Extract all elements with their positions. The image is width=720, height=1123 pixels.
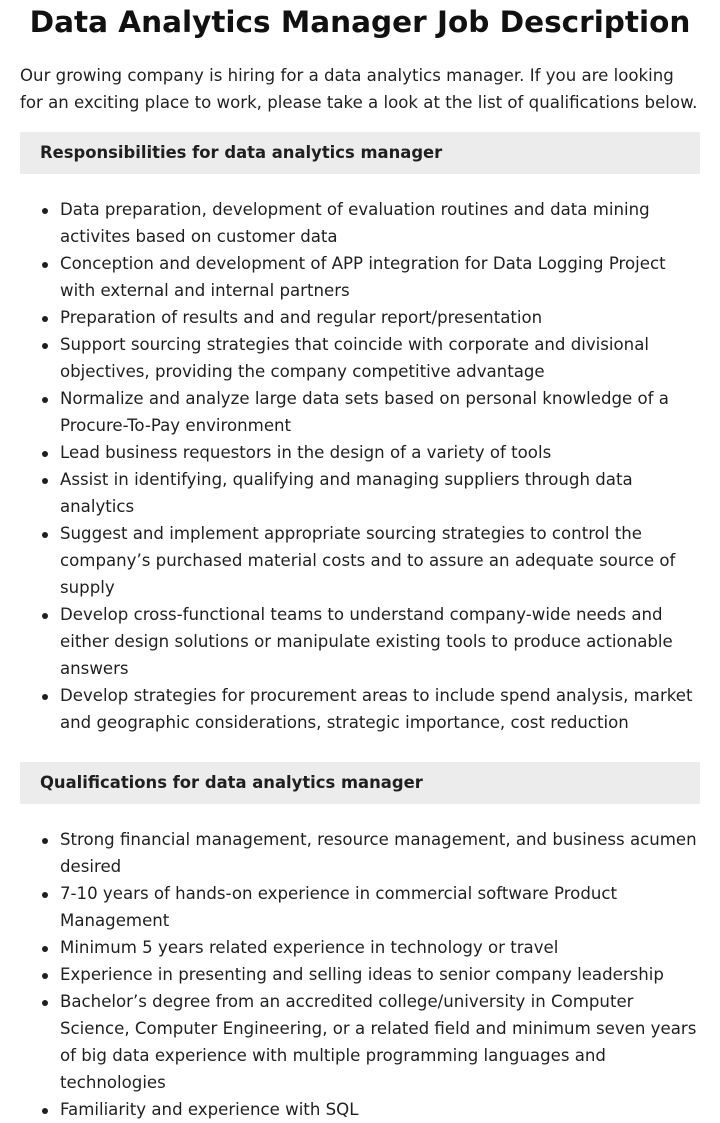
qualifications-list xyxy=(20,826,700,1123)
page-title: Data Analytics Manager Job Description xyxy=(29,5,691,39)
list-item: Conception and development of APP integration for Data Logging Project with external and internal partners xyxy=(20,250,700,304)
list-item: Bachelor’s degree from an accredited college/university in Computer Science, Computer Engineering, or a related field and minimum seven years of big data experience with multiple programming languages and technologies xyxy=(20,988,700,1096)
list-item: Develop cross-functional teams to understand company-wide needs and either design solutions or manipulate existing tools to produce actionable answers xyxy=(20,601,700,682)
list-item: Lead business requestors in the design of a variety of tools xyxy=(20,439,700,466)
list-item: Experience in presenting and selling ideas to senior company leadership xyxy=(20,961,700,988)
responsibilities-list xyxy=(20,196,700,736)
list-item: Develop strategies for procurement areas to include spend analysis, market and geographic considerations, strategic importance, cost reduction xyxy=(20,682,700,736)
list-item: 7-10 years of hands-on experience in commercial software Product Management xyxy=(20,880,700,934)
intro-paragraph: Our growing company is hiring for a data analytics manager. If you are looking for an exciting place to work, please take a look at the list of qualifications below. xyxy=(20,66,698,112)
list-item: Data preparation, development of evaluation routines and data mining activites based on customer data xyxy=(20,196,700,250)
qualifications-heading: Qualifications for data analytics manager xyxy=(20,762,700,804)
list-item: Support sourcing strategies that coincide with corporate and divisional objectives, providing the company competitive advantage xyxy=(20,331,700,385)
list-item: Normalize and analyze large data sets based on personal knowledge of a Procure-To-Pay environment xyxy=(20,385,700,439)
list-item: Assist in identifying, qualifying and managing suppliers through data analytics xyxy=(20,466,700,520)
list-item: Suggest and implement appropriate sourcing strategies to control the company’s purchased material costs and to assure an adequate source of supply xyxy=(20,520,700,601)
list-item: Preparation of results and and regular report/presentation xyxy=(20,304,700,331)
responsibilities-heading: Responsibilities for data analytics manager xyxy=(20,132,700,174)
list-item: Minimum 5 years related experience in technology or travel xyxy=(20,934,700,961)
list-item: Familiarity and experience with SQL xyxy=(20,1096,700,1123)
list-item: Strong financial management, resource management, and business acumen desired xyxy=(20,826,700,880)
